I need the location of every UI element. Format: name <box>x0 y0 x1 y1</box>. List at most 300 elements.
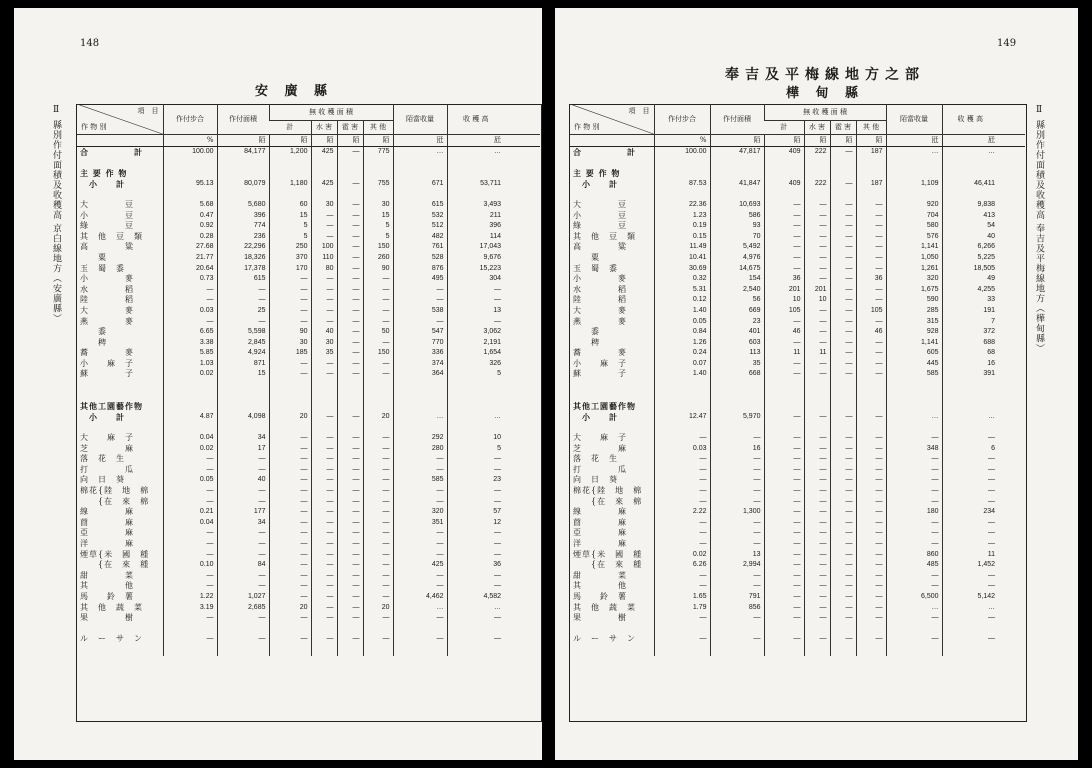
cell-yield: 580 <box>886 221 942 232</box>
cell-blank <box>504 645 540 656</box>
cell-hail: — <box>337 242 363 253</box>
cell-area: — <box>217 486 269 497</box>
cell-total: — <box>764 369 804 380</box>
table-row <box>77 295 540 306</box>
crop-name: 粟 <box>573 252 600 262</box>
cell-hail: — <box>830 369 856 380</box>
cell-harvest: 5,225 <box>942 253 998 264</box>
table-row <box>570 264 1025 275</box>
cell-flood: — <box>311 433 337 444</box>
cell-harvest: — <box>447 581 504 592</box>
cell-area: 2,845 <box>217 338 269 349</box>
cell-other: — <box>363 433 393 444</box>
header-blank <box>998 104 1025 135</box>
cell-other: — <box>856 200 886 211</box>
unit-harvest: 瓩 <box>447 135 504 147</box>
cell-flood: — <box>804 475 830 486</box>
unit-harvest: 瓩 <box>942 135 998 147</box>
crop-name: 芝 麻 <box>573 443 627 453</box>
cell-total: — <box>764 200 804 211</box>
cell-total: — <box>269 465 311 476</box>
cell-blank <box>998 168 1025 179</box>
cell-area: 856 <box>710 603 764 614</box>
cell-hail: — <box>337 200 363 211</box>
cell-ratio: 5.31 <box>654 285 710 296</box>
cell-harvest <box>447 168 504 179</box>
table-row <box>77 147 540 158</box>
table-row <box>77 369 540 380</box>
cell-flood: — <box>311 634 337 645</box>
table-row <box>570 253 1025 264</box>
cell-yield: 292 <box>393 433 447 444</box>
cell-blank <box>998 359 1025 370</box>
cell-other: 105 <box>856 306 886 317</box>
crop-name: 棉花{陸 地 棉 <box>573 486 643 495</box>
crop-name <box>77 422 163 433</box>
cell-ratio: 1.40 <box>654 306 710 317</box>
table-row <box>77 507 540 518</box>
cell-hail: — <box>337 592 363 603</box>
cell-area: — <box>710 433 764 444</box>
cell-total <box>269 401 311 412</box>
cell-ratio: — <box>654 454 710 465</box>
cell-flood: — <box>311 560 337 571</box>
cell-harvest: 9,676 <box>447 253 504 264</box>
crop-name: 煙草{米 國 種 <box>573 549 643 559</box>
cell-harvest: 17,043 <box>447 242 504 253</box>
cell-yield: — <box>393 528 447 539</box>
cell-area: 1,027 <box>217 592 269 603</box>
cell-harvest: … <box>447 147 504 158</box>
cell-flood: 201 <box>804 285 830 296</box>
cell-blank <box>998 179 1025 190</box>
cell-ratio: 1.40 <box>654 369 710 380</box>
cell-total: — <box>764 412 804 423</box>
cell-ratio: 27.68 <box>163 242 217 253</box>
cell-harvest: 12 <box>447 518 504 529</box>
crop-name: 其 他 豆 類 <box>573 231 636 241</box>
cell-hail: — <box>830 634 856 645</box>
cell-hail: — <box>830 264 856 275</box>
cell-other: 90 <box>363 264 393 275</box>
cell-ratio: 0.15 <box>654 232 710 243</box>
table-row <box>570 168 1025 179</box>
cell-total: — <box>764 634 804 645</box>
cell-yield: 860 <box>886 550 942 561</box>
cell-hail: — <box>830 232 856 243</box>
cell-other <box>363 422 393 433</box>
cell-ratio: 4.87 <box>163 412 217 423</box>
header-other: 其 他 <box>363 121 393 135</box>
cell-hail: — <box>337 475 363 486</box>
cell-total: 15 <box>269 211 311 222</box>
table-row <box>77 518 540 529</box>
cell-yield: 1,261 <box>886 264 942 275</box>
cell-harvest <box>447 645 504 656</box>
cell-yield <box>393 380 447 391</box>
table-row <box>570 518 1025 529</box>
cell-yield: 320 <box>393 507 447 518</box>
crop-name <box>570 189 654 200</box>
cell-hail: — <box>830 528 856 539</box>
cell-flood: — <box>804 539 830 550</box>
table-row <box>77 189 540 200</box>
cell-blank <box>504 613 540 624</box>
cell-other: — <box>363 497 393 508</box>
cell-harvest: … <box>942 147 998 158</box>
cell-flood: — <box>311 581 337 592</box>
crop-name: 其 他 豆 類 <box>80 231 143 241</box>
cell-hail: — <box>337 454 363 465</box>
cell-hail <box>830 645 856 656</box>
crop-name <box>570 422 654 433</box>
cell-yield: 1,109 <box>886 179 942 190</box>
cell-harvest: 49 <box>942 274 998 285</box>
crop-name: 其 他 <box>80 581 134 591</box>
cell-flood: — <box>311 211 337 222</box>
cell-blank <box>998 264 1025 275</box>
cell-harvest: — <box>447 634 504 645</box>
cell-total: — <box>269 518 311 529</box>
cell-ratio <box>163 391 217 402</box>
crop-name: 稗 <box>573 337 600 347</box>
left-page <box>14 8 542 760</box>
cell-blank <box>504 571 540 582</box>
cell-total: — <box>764 571 804 582</box>
table-row <box>570 317 1025 328</box>
cell-other <box>856 158 886 169</box>
cell-harvest: 1,452 <box>942 560 998 571</box>
unit-yield: 瓩 <box>886 135 942 147</box>
cell-area: 4,924 <box>217 348 269 359</box>
cell-blank <box>504 422 540 433</box>
cell-ratio <box>163 645 217 656</box>
cell-other: — <box>363 539 393 550</box>
cell-total: — <box>269 285 311 296</box>
cell-hail: — <box>830 444 856 455</box>
unit-ratio: % <box>654 135 710 147</box>
crop-name: 大 麥 <box>80 305 134 315</box>
cell-ratio: 1.03 <box>163 359 217 370</box>
cell-yield: 320 <box>886 274 942 285</box>
cell-ratio <box>163 380 217 391</box>
crop-name: 陸 稻 <box>80 295 134 305</box>
cell-other: 187 <box>856 179 886 190</box>
cell-hail: — <box>830 338 856 349</box>
cell-blank <box>998 391 1025 402</box>
cell-harvest: — <box>447 465 504 476</box>
cell-harvest <box>942 422 998 433</box>
cell-other <box>363 624 393 635</box>
crop-name: {在 來 棉 <box>80 496 150 506</box>
cell-other <box>856 624 886 635</box>
cell-yield: 704 <box>886 211 942 222</box>
unit-hail: 陌 <box>830 135 856 147</box>
table-row <box>570 486 1025 497</box>
cell-hail: — <box>830 317 856 328</box>
cell-flood: — <box>311 274 337 285</box>
cell-area: — <box>710 475 764 486</box>
cell-blank <box>504 454 540 465</box>
crop-name: 落 花 生 <box>573 454 618 464</box>
cell-other: — <box>363 338 393 349</box>
cell-ratio: 0.05 <box>163 475 217 486</box>
cell-total: 20 <box>269 412 311 423</box>
crop-name: {在 來 種 <box>80 560 150 570</box>
cell-total: — <box>269 581 311 592</box>
table-row <box>570 539 1025 550</box>
cell-total: 185 <box>269 348 311 359</box>
crop-name: 合 計 <box>573 147 636 157</box>
crop-name: 洋 麻 <box>80 538 134 548</box>
crop-name: 向 日 葵 <box>573 475 618 485</box>
cell-ratio: 22.36 <box>654 200 710 211</box>
crop-name: 小 麥 <box>80 274 134 284</box>
cell-other: — <box>856 242 886 253</box>
cell-other: — <box>856 581 886 592</box>
header-harvest: 收 穫 高 <box>942 104 998 135</box>
table-row <box>77 285 540 296</box>
cell-total: — <box>764 550 804 561</box>
crop-name: 落 花 生 <box>80 454 125 464</box>
crop-name: 蘇 子 <box>573 369 627 379</box>
table-row <box>570 359 1025 370</box>
cell-other: — <box>363 274 393 285</box>
cell-hail: — <box>337 518 363 529</box>
cell-yield: — <box>393 465 447 476</box>
unit-ratio: % <box>163 135 217 147</box>
cell-total <box>269 645 311 656</box>
cell-other: 20 <box>363 603 393 614</box>
cell-other: — <box>856 634 886 645</box>
cell-yield: 495 <box>393 274 447 285</box>
cell-blank <box>504 221 540 232</box>
cell-total: — <box>764 211 804 222</box>
cell-harvest: — <box>942 613 998 624</box>
cell-total: — <box>764 444 804 455</box>
cell-flood: 80 <box>311 264 337 275</box>
table-row <box>77 274 540 285</box>
cell-ratio: — <box>654 634 710 645</box>
cell-harvest: 688 <box>942 338 998 349</box>
cell-total: — <box>269 444 311 455</box>
cell-flood <box>311 391 337 402</box>
cell-flood: — <box>311 412 337 423</box>
cell-flood: — <box>804 359 830 370</box>
cell-other <box>363 158 393 169</box>
cell-ratio: 0.28 <box>163 232 217 243</box>
cell-yield: 482 <box>393 232 447 243</box>
table-row <box>570 147 1025 158</box>
cell-area: 668 <box>710 369 764 380</box>
cell-total: — <box>269 274 311 285</box>
cell-blank <box>998 539 1025 550</box>
cell-other: — <box>856 486 886 497</box>
cell-blank <box>998 232 1025 243</box>
cell-other: — <box>856 507 886 518</box>
table-row <box>570 285 1025 296</box>
cell-flood: — <box>804 560 830 571</box>
cell-yield <box>886 380 942 391</box>
cell-area: 177 <box>217 507 269 518</box>
cell-flood: — <box>804 507 830 518</box>
cell-total: 105 <box>764 306 804 317</box>
table-row <box>570 189 1025 200</box>
cell-flood: — <box>311 571 337 582</box>
cell-ratio: — <box>654 571 710 582</box>
crop-name: 果 樹 <box>80 613 134 623</box>
header-no-harvest: 無 收 穫 面 積 <box>269 104 393 121</box>
table-row <box>77 401 540 412</box>
cell-total <box>764 189 804 200</box>
unit-hail: 陌 <box>337 135 363 147</box>
cell-area <box>217 189 269 200</box>
crop-name: 洋 麻 <box>573 538 627 548</box>
cell-area: — <box>710 518 764 529</box>
cell-yield: 351 <box>393 518 447 529</box>
cell-ratio: 11.49 <box>654 242 710 253</box>
cell-total <box>269 380 311 391</box>
cell-blank <box>504 158 540 169</box>
crop-name: 果 樹 <box>573 613 627 623</box>
side-label-right: Ⅱ 縣別作付面積及收穫高 奉吉及平梅線地方（樺甸縣） <box>1034 105 1044 354</box>
cell-area: 396 <box>217 211 269 222</box>
crop-name: 打 瓜 <box>80 464 134 474</box>
cell-ratio: 5.85 <box>163 348 217 359</box>
crop-name: 小 豆 <box>80 210 134 220</box>
cell-total: — <box>269 571 311 582</box>
cell-hail: — <box>830 475 856 486</box>
cell-total: — <box>764 264 804 275</box>
cell-harvest: 36 <box>447 560 504 571</box>
table-row <box>570 613 1025 624</box>
table-row <box>570 433 1025 444</box>
cell-area: — <box>710 486 764 497</box>
cell-area: 47,817 <box>710 147 764 158</box>
cell-harvest: — <box>447 571 504 582</box>
cell-harvest: 33 <box>942 295 998 306</box>
crop-name: 馬 鈴 薯 <box>573 591 627 601</box>
crop-name: {在 來 種 <box>573 560 643 570</box>
cell-hail: — <box>830 412 856 423</box>
cell-blank <box>998 433 1025 444</box>
cell-ratio <box>163 158 217 169</box>
crop-name: 大 豆 <box>573 199 627 209</box>
crop-table-right <box>570 104 1025 656</box>
crop-name <box>570 380 654 391</box>
table-row <box>570 528 1025 539</box>
cell-total: — <box>764 613 804 624</box>
crop-name: 打 瓜 <box>573 464 627 474</box>
cell-harvest <box>942 391 998 402</box>
unit-blank <box>77 135 163 147</box>
cell-blank <box>504 338 540 349</box>
cell-blank <box>504 603 540 614</box>
cell-flood <box>311 168 337 179</box>
cell-blank <box>998 645 1025 656</box>
cell-other: 150 <box>363 348 393 359</box>
cell-other: — <box>856 592 886 603</box>
cell-other <box>363 645 393 656</box>
cell-harvest: … <box>942 412 998 423</box>
cell-hail: — <box>337 433 363 444</box>
cell-ratio: — <box>654 497 710 508</box>
crop-name <box>570 624 654 635</box>
cell-harvest: 4,255 <box>942 285 998 296</box>
cell-yield: 280 <box>393 444 447 455</box>
cell-blank <box>504 306 540 317</box>
cell-other: — <box>363 486 393 497</box>
cell-yield: 532 <box>393 211 447 222</box>
cell-hail: — <box>337 359 363 370</box>
cell-area: 603 <box>710 338 764 349</box>
cell-total <box>269 189 311 200</box>
cell-blank <box>504 264 540 275</box>
crop-name: 線 麻 <box>573 507 627 517</box>
cell-total <box>764 158 804 169</box>
cell-hail: — <box>830 613 856 624</box>
cell-flood <box>804 624 830 635</box>
cell-ratio: — <box>163 465 217 476</box>
cell-ratio: — <box>163 486 217 497</box>
cell-harvest: 372 <box>942 327 998 338</box>
cell-yield: 1,141 <box>886 242 942 253</box>
cell-hail: — <box>337 338 363 349</box>
cell-yield: — <box>886 571 942 582</box>
cell-ratio: — <box>654 475 710 486</box>
cell-blank <box>998 497 1025 508</box>
cell-harvest: — <box>447 454 504 465</box>
cell-other: — <box>856 603 886 614</box>
cell-harvest: 23 <box>447 475 504 486</box>
cell-total: — <box>764 592 804 603</box>
cell-blank <box>504 550 540 561</box>
cell-flood: 110 <box>311 253 337 264</box>
cell-total <box>764 624 804 635</box>
table-row <box>77 158 540 169</box>
cell-harvest: 46,411 <box>942 179 998 190</box>
cell-flood: 40 <box>311 327 337 338</box>
cell-flood: — <box>804 465 830 476</box>
cell-other: — <box>363 571 393 582</box>
crop-name: ル ー サ ン <box>80 634 143 644</box>
cell-flood: 11 <box>804 348 830 359</box>
cell-harvest: — <box>447 550 504 561</box>
cell-yield: 180 <box>886 507 942 518</box>
cell-area: 401 <box>710 327 764 338</box>
cell-other <box>856 391 886 402</box>
cell-area: 56 <box>710 295 764 306</box>
cell-area <box>710 422 764 433</box>
cell-blank <box>504 232 540 243</box>
cell-flood <box>311 422 337 433</box>
cell-yield <box>886 624 942 635</box>
cell-blank <box>504 285 540 296</box>
cell-total: 36 <box>764 274 804 285</box>
cell-other: — <box>856 613 886 624</box>
cell-blank <box>504 242 540 253</box>
cell-ratio: 0.07 <box>654 359 710 370</box>
cell-harvest: 391 <box>942 369 998 380</box>
cell-yield <box>393 645 447 656</box>
cell-flood: 425 <box>311 147 337 158</box>
cell-blank <box>998 147 1025 158</box>
cell-area: — <box>217 454 269 465</box>
cell-total: — <box>764 317 804 328</box>
table-row <box>570 454 1025 465</box>
cell-total: — <box>764 221 804 232</box>
cell-ratio: — <box>654 539 710 550</box>
